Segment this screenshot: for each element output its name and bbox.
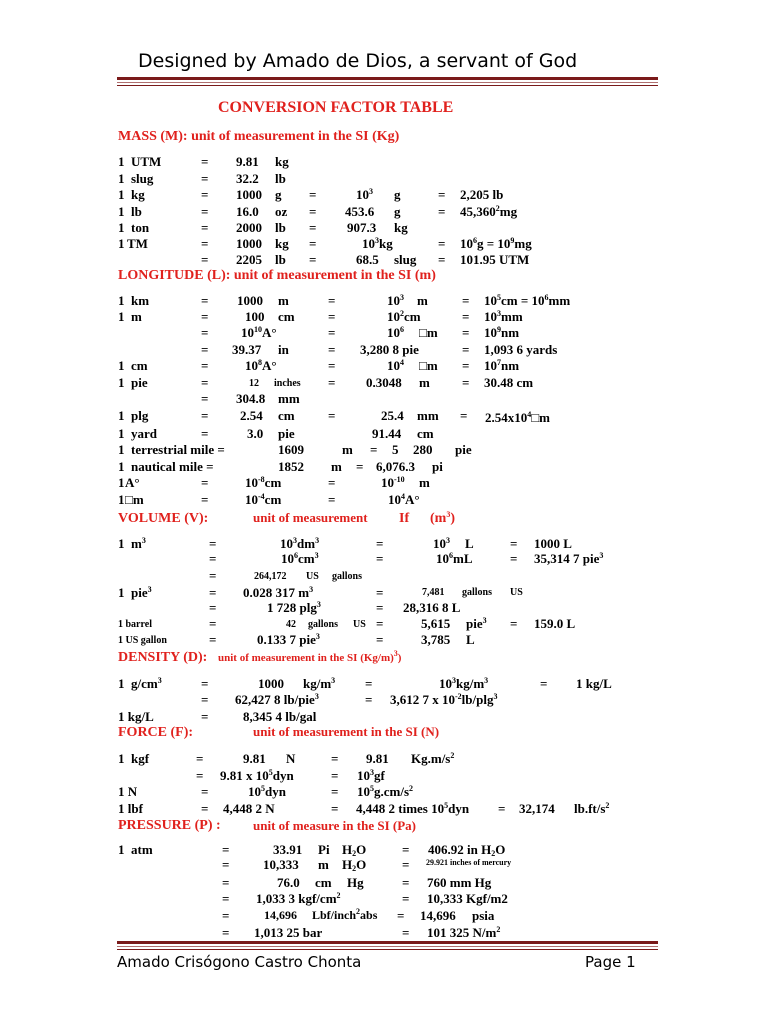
equals-sign: = bbox=[222, 857, 230, 872]
section-pressure: PRESSURE (P) : bbox=[118, 818, 221, 833]
mass-value: 453.6 bbox=[345, 204, 375, 219]
force-unit: kgf bbox=[131, 751, 150, 766]
mass-value: $10^6g = 10^9mg$ bbox=[460, 236, 532, 251]
density-value: $10^3kg/m^3$ bbox=[439, 676, 489, 691]
volume-unit-value: US bbox=[353, 619, 366, 630]
length-unit-value: mm bbox=[278, 391, 300, 406]
mass-unit-value: lb bbox=[275, 252, 286, 267]
volume-value: 0.133 7 pie$^3$ bbox=[257, 632, 320, 647]
force-value: 4,448 2 times $10^5dyn$ bbox=[356, 801, 470, 816]
density-value: 3,612 7 x $10^{-2}lb/plg^3$ bbox=[390, 692, 498, 707]
length-one: 1 bbox=[118, 309, 125, 324]
length-unit-value: □m bbox=[419, 358, 438, 373]
volume-unit: 1 US gallon bbox=[118, 635, 167, 646]
length-value: 2.54 bbox=[240, 408, 263, 423]
length-unit: km bbox=[131, 293, 150, 308]
pressure-unit-value: psia bbox=[472, 908, 495, 923]
volume-value: 264,172 bbox=[254, 571, 287, 582]
equals-sign: = bbox=[201, 325, 209, 340]
equals-sign: = bbox=[201, 801, 209, 816]
force-value: $10^5dyn$ bbox=[248, 784, 286, 799]
volume-value: 0.028 317 $m^3$ bbox=[243, 585, 314, 600]
header-rule bbox=[117, 77, 658, 86]
mass-unit-value: g bbox=[394, 187, 401, 202]
equals-sign: = bbox=[328, 325, 336, 340]
force-value: 9.81 bbox=[366, 751, 389, 766]
equals-sign: = bbox=[331, 751, 339, 766]
equals-sign: = bbox=[201, 171, 209, 186]
mass-unit-value: oz bbox=[275, 204, 288, 219]
equals-sign: = bbox=[309, 236, 317, 251]
length-unit-value: m bbox=[417, 293, 428, 308]
length-value: 280 bbox=[413, 442, 433, 457]
equals-sign: = bbox=[462, 325, 470, 340]
volume-unit-value: L bbox=[466, 632, 475, 647]
length-one: 1 bbox=[118, 492, 125, 507]
volume-value: 1000 L bbox=[534, 536, 572, 551]
length-unit-value: mm bbox=[417, 408, 439, 423]
equals-sign: = bbox=[376, 536, 384, 551]
equals-sign: = bbox=[201, 676, 209, 691]
force-unit-value: N bbox=[286, 751, 296, 766]
force-value: 9.81 bbox=[243, 751, 266, 766]
density-value: 62,427 8 lb/pie$^3$ bbox=[235, 692, 319, 707]
page-title: CONVERSION FACTOR TABLE bbox=[218, 99, 454, 116]
pressure-unit-value: cm bbox=[315, 875, 332, 890]
length-value: 1000 bbox=[237, 293, 263, 308]
equals-sign: = bbox=[402, 925, 410, 940]
mass-value: 45,360$^2$mg bbox=[460, 204, 518, 219]
equals-sign: = bbox=[328, 408, 336, 423]
section-force: FORCE (F): bbox=[118, 725, 194, 740]
density-unit: 1 kg/L bbox=[118, 709, 154, 724]
mass-value: 32.2 bbox=[236, 171, 259, 186]
section-mass: MASS (M): unit of measurement in the SI (Kg) bbox=[118, 129, 400, 144]
volume-value: $10^3dm^3$ bbox=[280, 536, 320, 551]
length-value: $10^4A^\circ$ bbox=[388, 492, 420, 507]
section-volume-unit-symbol: $(m^3)$ bbox=[430, 510, 455, 526]
length-value: $10^8A^\circ$ bbox=[245, 358, 277, 373]
volume-unit-value: gallons bbox=[462, 587, 493, 598]
equals-sign: = bbox=[309, 187, 317, 202]
pressure-value: 406.92 in $H_2O$ bbox=[428, 842, 506, 858]
volume-unit-value: pie$^3$ bbox=[466, 616, 487, 631]
volume-unit: 1 barrel bbox=[118, 619, 152, 630]
mass-value: 2,205 lb bbox=[460, 187, 504, 202]
equals-sign: = bbox=[331, 801, 339, 816]
length-value: 1852 bbox=[278, 459, 304, 474]
equals-sign: = bbox=[209, 585, 217, 600]
mass-value: 1000 bbox=[236, 187, 262, 202]
pressure-value: 1,013 25 bar bbox=[254, 925, 323, 940]
footer-rule bbox=[117, 941, 658, 950]
length-one: 1 bbox=[118, 459, 125, 474]
density-one: 1 bbox=[118, 676, 125, 691]
mass-value: 1000 bbox=[236, 236, 262, 251]
equals-sign: = bbox=[201, 692, 209, 707]
length-one: 1 bbox=[118, 408, 125, 423]
mass-unit-value: kg bbox=[275, 236, 289, 251]
equals-sign: = bbox=[328, 309, 336, 324]
mass-unit-value: kg bbox=[394, 220, 408, 235]
length-unit: m bbox=[131, 309, 142, 324]
volume-value: $10^3$ bbox=[433, 536, 450, 551]
equals-sign: = bbox=[196, 768, 204, 783]
length-value: 12 bbox=[249, 378, 259, 389]
volume-unit-value: US bbox=[306, 571, 319, 582]
mass-unit: UTM bbox=[131, 154, 162, 169]
equals-sign: = bbox=[201, 220, 209, 235]
equals-sign: = bbox=[438, 252, 446, 267]
mass-unit: TM bbox=[127, 236, 148, 251]
length-unit-value: cm bbox=[278, 309, 295, 324]
volume-value: 28,316 8 L bbox=[403, 600, 461, 615]
density-unit: $g/cm^3$ bbox=[131, 676, 162, 691]
equals-sign: = bbox=[402, 842, 410, 857]
mass-one: 1 bbox=[118, 236, 125, 251]
mass-value: $10^3kg$ bbox=[362, 236, 393, 251]
length-unit: A° bbox=[125, 475, 140, 490]
length-value: 5 bbox=[392, 442, 399, 457]
length-value: $10^6$ bbox=[387, 325, 404, 340]
pressure-value: 14,696 bbox=[420, 908, 456, 923]
volume-one: 1 bbox=[118, 585, 125, 600]
equals-sign: = bbox=[222, 842, 230, 857]
force-unit-value: $lb.ft/s^2$ bbox=[574, 801, 610, 816]
length-value: $10^5cm = 10^6mm$ bbox=[484, 293, 571, 308]
mass-value: 2000 bbox=[236, 220, 262, 235]
volume-value: 159.0 L bbox=[534, 616, 576, 631]
mass-unit-value: kg bbox=[275, 154, 289, 169]
mass-value: 9.81 bbox=[236, 154, 259, 169]
mass-one: 1 bbox=[118, 171, 125, 186]
pressure-value: 1,033 3 kgf/$cm^2$ bbox=[256, 891, 341, 906]
length-value: $10^3mm$ bbox=[484, 309, 523, 324]
length-value: $2.54x10^4□m$ bbox=[485, 410, 550, 425]
mass-unit-value: g bbox=[275, 187, 282, 202]
equals-sign: = bbox=[196, 751, 204, 766]
equals-sign: = bbox=[201, 154, 209, 169]
pressure-value: 760 mm Hg bbox=[427, 875, 492, 890]
length-unit: pie bbox=[131, 375, 148, 390]
length-value: $10^4$ bbox=[387, 358, 404, 373]
mass-one: 1 bbox=[118, 187, 125, 202]
pressure-unit: atm bbox=[131, 842, 153, 857]
length-value: 100 bbox=[245, 309, 265, 324]
length-value: $10^{10}A^\circ$ bbox=[241, 325, 277, 340]
mass-unit: lb bbox=[131, 204, 142, 219]
length-value: $10^{-10}$ bbox=[381, 475, 405, 490]
equals-sign: = bbox=[356, 459, 364, 474]
volume-value: $10^6cm^3$ bbox=[281, 551, 319, 566]
mass-unit-value: slug bbox=[394, 252, 417, 267]
equals-sign: = bbox=[201, 236, 209, 251]
volume-value: 5,615 bbox=[421, 616, 451, 631]
mass-value: 101.95 UTM bbox=[460, 252, 530, 267]
section-density: DENSITY (D): bbox=[118, 650, 208, 665]
length-one: 1 bbox=[118, 358, 125, 373]
footer-author: Amado Crisógono Castro Chonta bbox=[117, 953, 362, 971]
length-unit-value: pi bbox=[432, 459, 443, 474]
equals-sign: = bbox=[438, 236, 446, 251]
equals-sign: = bbox=[209, 600, 217, 615]
equals-sign: = bbox=[462, 342, 470, 357]
density-value: 1 kg/L bbox=[576, 676, 612, 691]
length-unit-value: cm bbox=[278, 408, 295, 423]
length-unit: nautical mile = bbox=[131, 459, 214, 474]
equals-sign: = bbox=[376, 632, 384, 647]
pressure-value: 10,333 Kgf/m2 bbox=[427, 891, 508, 906]
length-unit-value: in bbox=[278, 342, 289, 357]
length-unit-value: m bbox=[342, 442, 353, 457]
pressure-unit-value: $H_2O$ bbox=[342, 842, 367, 858]
equals-sign: = bbox=[462, 358, 470, 373]
length-value: 304.8 bbox=[236, 391, 266, 406]
header-text: Designed by Amado de Dios, a servant of God bbox=[138, 50, 578, 72]
volume-value: 42 bbox=[286, 619, 296, 630]
volume-unit-value: US bbox=[510, 587, 523, 598]
equals-sign: = bbox=[201, 204, 209, 219]
length-value: 1609 bbox=[278, 442, 304, 457]
length-value: $10^{-8}cm$ bbox=[245, 475, 282, 490]
length-value: 3.0 bbox=[247, 426, 264, 441]
mass-unit-value: lb bbox=[275, 171, 286, 186]
pressure-unit-value: $H_2O$ bbox=[342, 857, 367, 873]
length-unit-value: m bbox=[419, 375, 430, 390]
length-unit-value: inches bbox=[274, 378, 301, 389]
equals-sign: = bbox=[460, 408, 468, 423]
length-value: 30.48 cm bbox=[484, 375, 534, 390]
equals-sign: = bbox=[201, 492, 209, 507]
equals-sign: = bbox=[498, 801, 506, 816]
mass-one: 1 bbox=[118, 204, 125, 219]
volume-unit: $m^3$ bbox=[131, 536, 146, 551]
equals-sign: = bbox=[365, 676, 373, 691]
length-value: 6,076.3 bbox=[376, 459, 415, 474]
length-unit-value: □m bbox=[419, 325, 438, 340]
equals-sign: = bbox=[201, 391, 209, 406]
equals-sign: = bbox=[201, 475, 209, 490]
equals-sign: = bbox=[365, 692, 373, 707]
pressure-one: 1 bbox=[118, 842, 125, 857]
length-unit-value: m bbox=[278, 293, 289, 308]
mass-value: 68.5 bbox=[356, 252, 379, 267]
mass-unit: ton bbox=[131, 220, 150, 235]
force-value: 4,448 2 N bbox=[223, 801, 275, 816]
force-unit: 1 lbf bbox=[118, 801, 143, 816]
length-unit-value: m bbox=[331, 459, 342, 474]
equals-sign: = bbox=[462, 309, 470, 324]
equals-sign: = bbox=[309, 252, 317, 267]
section-volume-unit: unit of measurement bbox=[253, 510, 368, 525]
mass-value: 16.0 bbox=[236, 204, 259, 219]
length-value: $10^3$ bbox=[387, 293, 404, 308]
equals-sign: = bbox=[376, 600, 384, 615]
volume-value: 1 728 plg$^3$ bbox=[267, 600, 321, 615]
length-one: 1 bbox=[118, 475, 125, 490]
equals-sign: = bbox=[462, 293, 470, 308]
density-value: 8,345 4 lb/gal bbox=[243, 709, 317, 724]
pressure-unit-value: Lbf/inch$^2$abs bbox=[312, 907, 378, 922]
length-value: 0.3048 bbox=[366, 375, 402, 390]
mass-unit-value: g bbox=[394, 204, 401, 219]
section-volume-if: If bbox=[399, 511, 410, 526]
equals-sign: = bbox=[402, 875, 410, 890]
equals-sign: = bbox=[510, 551, 518, 566]
equals-sign: = bbox=[510, 536, 518, 551]
pressure-unit-value: Pi bbox=[318, 842, 330, 857]
equals-sign: = bbox=[201, 252, 209, 267]
force-one: 1 bbox=[118, 751, 125, 766]
mass-value: 2205 bbox=[236, 252, 262, 267]
mass-unit-value: lb bbox=[275, 220, 286, 235]
length-value: 39.37 bbox=[232, 342, 262, 357]
equals-sign: = bbox=[201, 342, 209, 357]
page-number: Page 1 bbox=[585, 953, 636, 971]
length-unit: terrestrial mile = bbox=[131, 442, 225, 457]
force-unit-value: $Kg.m/s^2$ bbox=[411, 751, 455, 766]
equals-sign: = bbox=[328, 358, 336, 373]
equals-sign: = bbox=[328, 375, 336, 390]
equals-sign: = bbox=[222, 875, 230, 890]
length-unit-value: m bbox=[419, 475, 430, 490]
length-one: 1 bbox=[118, 426, 125, 441]
equals-sign: = bbox=[331, 768, 339, 783]
volume-one: 1 bbox=[118, 536, 125, 551]
equals-sign: = bbox=[438, 204, 446, 219]
equals-sign: = bbox=[209, 536, 217, 551]
equals-sign: = bbox=[438, 187, 446, 202]
equals-sign: = bbox=[402, 857, 410, 872]
section-volume: VOLUME (V): bbox=[118, 511, 209, 526]
length-value: $10^2cm$ bbox=[387, 309, 421, 324]
equals-sign: = bbox=[328, 342, 336, 357]
pressure-value: 76.0 bbox=[277, 875, 300, 890]
volume-value: 7,481 bbox=[422, 587, 445, 598]
equals-sign: = bbox=[462, 375, 470, 390]
pressure-value: 101 325 $N/m^2$ bbox=[427, 925, 501, 940]
length-value: 1,093 6 yards bbox=[484, 342, 558, 357]
pressure-unit-value: m bbox=[318, 857, 329, 872]
length-unit-value: pie bbox=[278, 426, 295, 441]
length-one: 1 bbox=[118, 442, 125, 457]
length-value: $10^{-4}cm$ bbox=[245, 492, 282, 507]
volume-unit-value: L bbox=[465, 536, 474, 551]
length-value: $10^9nm$ bbox=[484, 325, 520, 340]
volume-unit: pie$^3$ bbox=[131, 585, 152, 600]
mass-unit: kg bbox=[131, 187, 145, 202]
equals-sign: = bbox=[201, 375, 209, 390]
equals-sign: = bbox=[370, 442, 378, 457]
volume-unit-value: gallons bbox=[308, 619, 339, 630]
length-unit: plg bbox=[131, 408, 149, 423]
length-unit-value: pie bbox=[455, 442, 472, 457]
equals-sign: = bbox=[201, 709, 209, 724]
equals-sign: = bbox=[201, 187, 209, 202]
equals-sign: = bbox=[222, 908, 230, 923]
equals-sign: = bbox=[201, 358, 209, 373]
equals-sign: = bbox=[376, 585, 384, 600]
length-one: 1 bbox=[118, 375, 125, 390]
pressure-unit-value: Hg bbox=[347, 875, 364, 890]
equals-sign: = bbox=[540, 676, 548, 691]
equals-sign: = bbox=[402, 891, 410, 906]
length-unit: □m bbox=[125, 492, 144, 507]
section-density-unit: unit of measurement in the SI $(Kg/m)^3$) bbox=[218, 649, 402, 664]
pressure-value: 29.921 inches of mercury bbox=[426, 858, 512, 867]
volume-value: $10^6mL$ bbox=[436, 551, 473, 566]
equals-sign: = bbox=[201, 408, 209, 423]
length-one: 1 bbox=[118, 293, 125, 308]
pressure-value: 14,696 bbox=[264, 908, 297, 922]
equals-sign: = bbox=[328, 475, 336, 490]
force-value: 32,174 bbox=[519, 801, 555, 816]
equals-sign: = bbox=[209, 616, 217, 631]
volume-unit-value: gallons bbox=[332, 571, 363, 582]
equals-sign: = bbox=[376, 551, 384, 566]
equals-sign: = bbox=[309, 204, 317, 219]
equals-sign: = bbox=[328, 293, 336, 308]
section-pressure-unit: unit of measure in the SI (Pa) bbox=[253, 818, 416, 833]
equals-sign: = bbox=[209, 632, 217, 647]
equals-sign: = bbox=[222, 925, 230, 940]
equals-sign: = bbox=[331, 784, 339, 799]
mass-one: 1 bbox=[118, 154, 125, 169]
pressure-value: 10,333 bbox=[263, 857, 299, 872]
density-unit-value: $kg/m^3$ bbox=[303, 676, 336, 691]
equals-sign: = bbox=[376, 616, 384, 631]
mass-unit: slug bbox=[131, 171, 154, 186]
equals-sign: = bbox=[209, 568, 217, 583]
force-unit: 1 N bbox=[118, 784, 138, 799]
length-value: 91.44 bbox=[372, 426, 402, 441]
equals-sign: = bbox=[510, 616, 518, 631]
volume-value: 3,785 bbox=[421, 632, 451, 647]
length-unit: yard bbox=[131, 426, 157, 441]
equals-sign: = bbox=[201, 293, 209, 308]
equals-sign: = bbox=[201, 309, 209, 324]
force-value: 9.81 x $10^5dyn$ bbox=[220, 768, 294, 783]
equals-sign: = bbox=[201, 426, 209, 441]
equals-sign: = bbox=[328, 492, 336, 507]
volume-value: 35,314 7 pie$^3$ bbox=[534, 551, 604, 566]
mass-value: $10^3$ bbox=[356, 187, 373, 202]
force-value: $10^3gf$ bbox=[357, 768, 385, 783]
length-unit-value: cm bbox=[417, 426, 434, 441]
length-value: $10^7nm$ bbox=[484, 358, 520, 373]
section-longitude: LONGITUDE (L): unit of measurement in the SI (m) bbox=[118, 268, 436, 283]
pressure-value: 33.91 bbox=[273, 842, 303, 857]
section-force-unit: unit of measurement in the SI (N) bbox=[253, 724, 440, 739]
mass-one: 1 bbox=[118, 220, 125, 235]
mass-value: 907.3 bbox=[347, 220, 377, 235]
length-value: 25.4 bbox=[381, 408, 404, 423]
force-value: $10^5g.cm/s^2$ bbox=[357, 784, 414, 799]
density-value: 1000 bbox=[258, 676, 284, 691]
equals-sign: = bbox=[201, 784, 209, 799]
length-value: 3,280 8 pie bbox=[360, 342, 419, 357]
equals-sign: = bbox=[309, 220, 317, 235]
equals-sign: = bbox=[397, 908, 405, 923]
equals-sign: = bbox=[209, 551, 217, 566]
length-unit: cm bbox=[131, 358, 148, 373]
equals-sign: = bbox=[222, 891, 230, 906]
